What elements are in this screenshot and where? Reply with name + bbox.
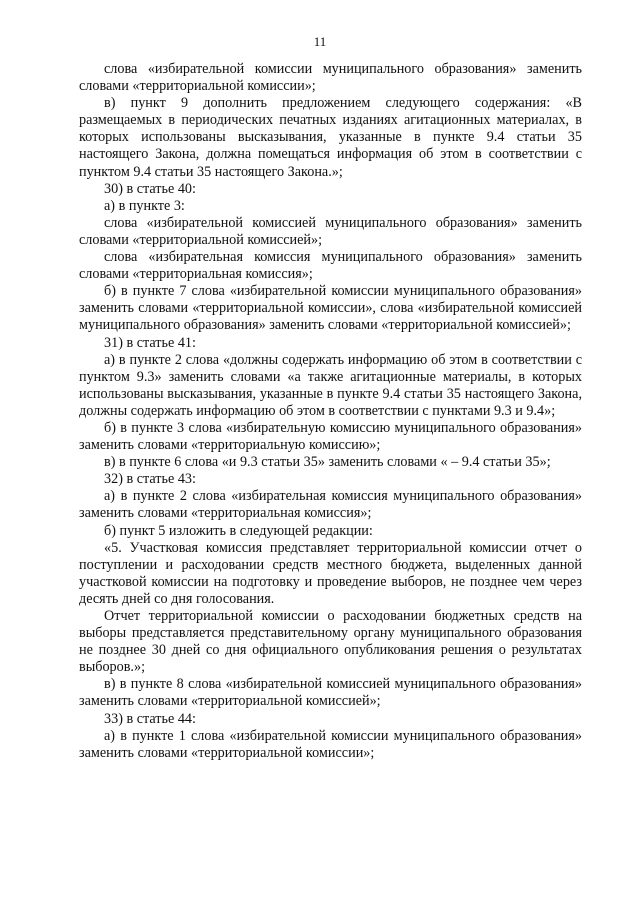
paragraph: 30) в статье 40:	[104, 180, 196, 197]
paragraph: 31) в статье 41:	[104, 334, 196, 351]
paragraph: а) в пункте 3:	[104, 197, 185, 214]
paragraph: а) в пункте 2 слова «должны содержать информацию об этом в соответствии с пунктом 9.3» заменить словами «а также агитационные материалы, в которых использованы высказывания, указанные в пункте 9.4 статьи 35 настоящего Закона, должны содержать информацию об этом в соответствии с пунктами 9.3 и 9.4»;	[79, 351, 582, 419]
paragraph: а) в пункте 1 слова «избирательной комиссии муниципального образования» заменить словами «территориальной комиссии»;	[79, 727, 582, 761]
paragraph: а) в пункте 2 слова «избирательная комиссия муниципального образования» заменить словами «территориальная комиссия»;	[79, 488, 582, 522]
paragraph: в) в пункте 8 слова «избирательной комиссией муниципального образования» заменить словами «территориальной комиссией»;	[79, 676, 582, 710]
paragraph: слова «избирательной комиссией муниципального образования» заменить словами «территориальной комиссией»;	[79, 214, 582, 248]
paragraph: 32) в статье 43:	[104, 471, 196, 488]
paragraph: в) в пункте 6 слова «и 9.3 статьи 35» заменить словами « – 9.4 статьи 35»;	[104, 454, 551, 471]
paragraph: слова «избирательной комиссии муниципального образования» заменить словами «территориальной комиссии»;	[79, 61, 582, 95]
paragraph: в) пункт 9 дополнить предложением следующего содержания: «В размещаемых в периодических печатных изданиях агитационных материалах, в которых использованы высказывания, указанные в пункте 9.4 статьи 35 настоящего Закона, должна помещаться информация об этом в соответствии с пунктом 9.4 статьи 35 настоящего Закона.»;	[79, 95, 582, 180]
paragraph: б) в пункте 3 слова «избирательную комиссию муниципального образования» заменить словами «территориальную комиссию»;	[79, 419, 582, 454]
paragraph: б) пункт 5 изложить в следующей редакции:	[104, 522, 373, 539]
paragraph: «5. Участковая комиссия представляет территориальной комиссии отчет о поступлении и расходовании средств местного бюджета, выделенных данной участковой комиссии на подготовку и проведение выборов, не позднее чем через десять дней со дня голосования.	[79, 539, 582, 607]
paragraph: б) в пункте 7 слова «избирательной комиссии муниципального образования» заменить словами «территориальной комиссии», слова «избирательной комиссией муниципального образования» заменить словами «территориальной комиссией»;	[79, 283, 582, 334]
page-number: 11	[313, 34, 327, 49]
paragraph: 33) в статье 44:	[104, 710, 196, 727]
paragraph: Отчет территориальной комиссии о расходовании бюджетных средств на выборы представляется представительному органу муниципального образования не позднее 30 дней со дня официального опубликования решения о результатах выборов.»;	[79, 608, 582, 676]
document-body	[79, 61, 582, 762]
paragraph: слова «избирательная комиссия муниципального образования» заменить словами «территориальная комиссия»;	[79, 249, 582, 283]
